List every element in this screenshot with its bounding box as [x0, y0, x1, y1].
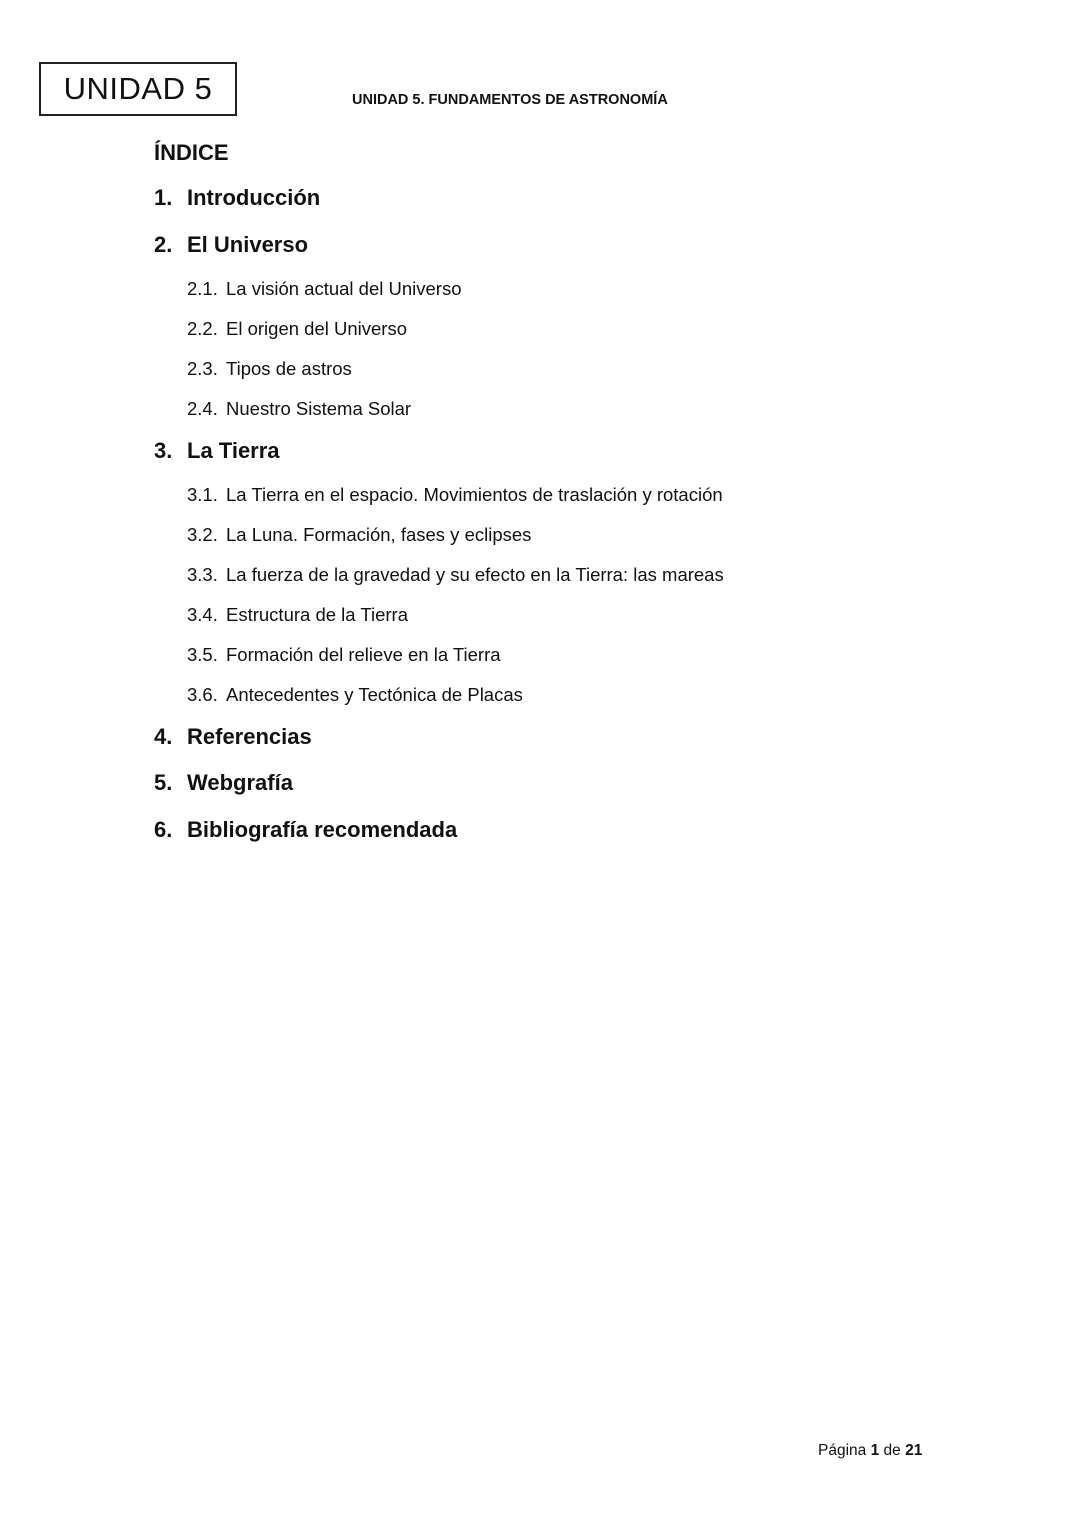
toc-item-label: El origen del Universo — [226, 318, 407, 339]
page-number-footer — [818, 1442, 922, 1460]
toc-item-label: Bibliografía recomendada — [187, 817, 458, 842]
toc-item-label: La fuerza de la gravedad y su efecto en la Tierra: las mareas — [226, 564, 724, 585]
current-page-number: 1 — [870, 1442, 880, 1459]
toc-item-number: 3.5. — [187, 644, 218, 665]
toc-item-origen-universo — [187, 318, 407, 340]
toc-item-number: 3.1. — [187, 484, 218, 505]
toc-item-tierra-espacio — [187, 484, 723, 506]
toc-item-label: La Luna. Formación, fases y eclipses — [226, 524, 532, 545]
toc-item-label: Formación del relieve en la Tierra — [226, 644, 501, 665]
toc-item-estructura-tierra — [187, 604, 408, 626]
toc-item-number: 2.1. — [187, 278, 218, 299]
toc-item-label: La Tierra — [187, 438, 280, 463]
toc-item-gravedad-mareas — [187, 564, 724, 586]
unit-label: UNIDAD 5 — [63, 71, 213, 106]
toc-item-la-tierra — [154, 438, 280, 464]
toc-item-number: 1. — [154, 185, 173, 210]
toc-item-introduccion — [154, 185, 320, 211]
toc-item-number: 2. — [154, 232, 173, 257]
toc-item-label: Webgrafía — [187, 770, 293, 795]
toc-item-label: Referencias — [187, 724, 312, 749]
toc-item-referencias — [154, 724, 312, 750]
toc-item-number: 3.4. — [187, 604, 218, 625]
toc-item-number: 2.2. — [187, 318, 218, 339]
toc-item-sistema-solar — [187, 398, 411, 420]
toc-item-bibliografia — [154, 817, 457, 843]
toc-item-label: La visión actual del Universo — [226, 278, 462, 299]
toc-item-label: La Tierra en el espacio. Movimientos de traslación y rotación — [226, 484, 723, 505]
toc-title: ÍNDICE — [154, 140, 229, 165]
toc-item-number: 3.3. — [187, 564, 218, 585]
toc-item-number: 4. — [154, 724, 173, 749]
toc-item-tectonica-placas — [187, 684, 523, 706]
toc-item-formacion-relieve — [187, 644, 501, 666]
total-pages-number: 21 — [905, 1442, 923, 1459]
running-header: UNIDAD 5. FUNDAMENTOS DE ASTRONOMÍA — [352, 92, 668, 108]
toc-item-label: Nuestro Sistema Solar — [226, 398, 412, 419]
toc-item-label: Estructura de la Tierra — [226, 604, 408, 625]
toc-item-number: 3.2. — [187, 524, 218, 545]
of-word: de — [883, 1442, 901, 1459]
toc-item-la-luna — [187, 524, 531, 546]
toc-item-tipos-astros — [187, 358, 352, 380]
toc-item-label: El Universo — [187, 232, 309, 257]
toc-item-webgrafia — [154, 770, 293, 796]
toc-item-label: Tipos de astros — [226, 358, 352, 379]
toc-item-number: 5. — [154, 770, 173, 795]
toc-item-vision-actual — [187, 278, 462, 300]
toc-item-el-universo — [154, 232, 308, 258]
toc-item-label: Antecedentes y Tectónica de Placas — [226, 684, 523, 705]
toc-item-number: 3.6. — [187, 684, 218, 705]
toc-item-number: 3. — [154, 438, 173, 463]
toc-item-number: 6. — [154, 817, 173, 842]
page-word: Página — [818, 1442, 867, 1459]
toc-item-number: 2.3. — [187, 358, 218, 379]
toc-item-label: Introducción — [187, 185, 321, 210]
toc-item-number: 2.4. — [187, 398, 218, 419]
unit-label-box — [39, 62, 237, 116]
